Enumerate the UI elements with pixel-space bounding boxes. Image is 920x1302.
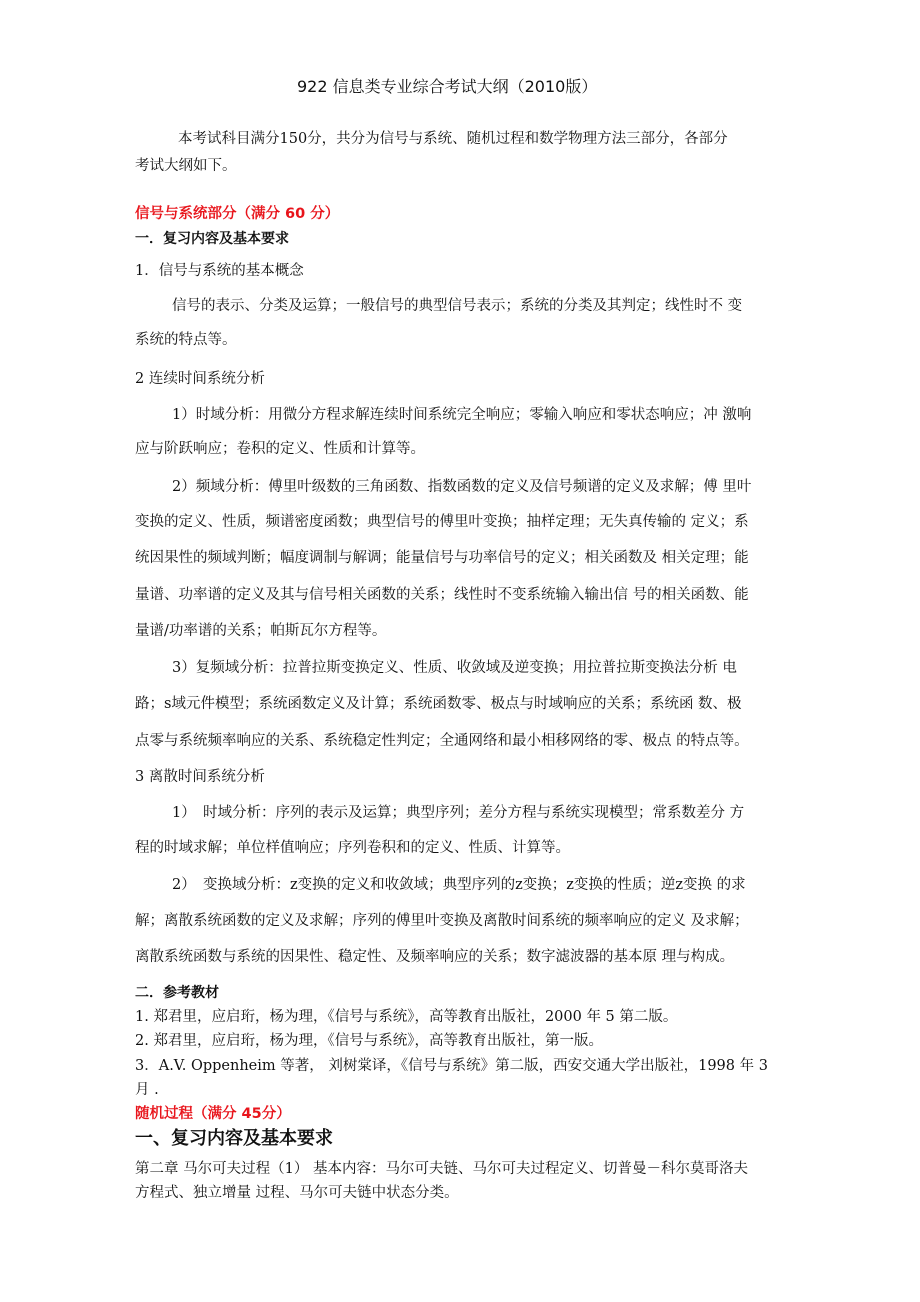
item3-p2-line-1: 2） 变换域分析：z变换的定义和收敛域；典型序列的z变换；z变换的性质；逆z变换 的求 [172,877,746,893]
item2-p3-line-3: 点零与系统频率响应的关系、系统稳定性判定；全通网络和最小相移网络的零、极点 的特点等。 [135,733,749,749]
item2-title: 2 连续时间系统分析 [135,371,265,387]
item2-p2-line-1: 2）频域分析：傅里叶级数的三角函数、指数函数的定义及信号频谱的定义及求解；傅 里叶 [172,479,752,495]
reference-2: 2. 郑君里，应启珩，杨为理，《信号与系统》，高等教育出版社，第一版。 [135,1033,603,1049]
random-line-1: 第二章 马尔可夫过程（1） 基本内容：马尔可夫链、马尔可夫过程定义、切普曼－科尔莫哥洛夫 [135,1161,748,1177]
item3-p1-line-1: 1） 时域分析：序列的表示及运算；典型序列；差分方程与系统实现模型；常系数差分 方 [172,805,745,821]
item3-p1-line-2: 程的时域求解；单位样值响应；序列卷积和的定义、性质、计算等。 [135,840,570,856]
item3-p2-line-2: 解；离散系统函数的定义及求解；序列的傅里叶变换及离散时间系统的频率响应的定义 及求解； [135,913,749,929]
random-line-2: 方程式、独立增量 过程、马尔可夫链中状态分类。 [135,1185,459,1201]
section-random-heading: 随机过程（满分 45分） [135,1106,291,1122]
item3-p2-line-3: 离散系统函数与系统的因果性、稳定性、及频率响应的关系；数字滤波器的基本原 理与构成。 [135,949,735,965]
item2-p1-line-2: 应与阶跃响应；卷积的定义、性质和计算等。 [135,441,425,457]
section-signals-heading: 信号与系统部分（满分 60 分） [135,206,340,222]
reference-3: 3．A.V. Oppenheim 等著， 刘树棠译，《信号与系统》第二版，西安交通大学出版社，1998 年 3 [135,1058,768,1074]
item1-line-2: 系统的特点等。 [135,332,237,348]
item2-p1-line-1: 1）时域分析：用微分方程求解连续时间系统完全响应；零输入响应和零状态响应；冲 激响 [172,407,752,423]
item1-line-1: 信号的表示、分类及运算；一般信号的典型信号表示；系统的分类及其判定；线性时不 变 [172,298,743,314]
reference-3-cont: 月 . [135,1082,159,1098]
item2-p2-line-3: 统因果性的频域判断；幅度调制与解调；能量信号与功率信号的定义；相关函数及 相关定理；能 [135,550,749,566]
item2-p2-line-4: 量谱、功率谱的定义及其与信号相关函数的关系；线性时不变系统输入输出信 号的相关函数、能 [135,587,749,603]
item2-p2-line-2: 变换的定义、性质，频谱密度函数；典型信号的傅里叶变换；抽样定理；无失真传输的 定义；系 [135,514,749,530]
page-title: 922 信息类专业综合考试大纲（2010版） [297,77,598,96]
item1-title: 1．信号与系统的基本概念 [135,263,304,279]
item2-p2-line-5: 量谱/功率谱的关系；帕斯瓦尔方程等。 [135,623,387,639]
section-signals-sub1: 一．复习内容及基本要求 [135,231,289,247]
section-signals-sub2: 二．参考教材 [135,985,219,1001]
intro-line-2: 考试大纲如下。 [135,158,237,174]
reference-1: 1. 郑君里，应启珩，杨为理，《信号与系统》，高等教育出版社，2000 年 5 第二版。 [135,1009,678,1025]
item2-p3-line-1: 3）复频域分析：拉普拉斯变换定义、性质、收敛域及逆变换；用拉普拉斯变换法分析 电 [172,660,737,676]
item3-title: 3 离散时间系统分析 [135,769,265,785]
item2-p3-line-2: 路；s域元件模型；系统函数定义及计算；系统函数零、极点与时域响应的关系；系统函 数、极 [135,696,742,712]
section-random-sub1: 一、复习内容及基本要求 [135,1128,333,1149]
intro-line-1: 本考试科目满分150分，共分为信号与系统、随机过程和数学物理方法三部分，各部分 [178,131,728,147]
